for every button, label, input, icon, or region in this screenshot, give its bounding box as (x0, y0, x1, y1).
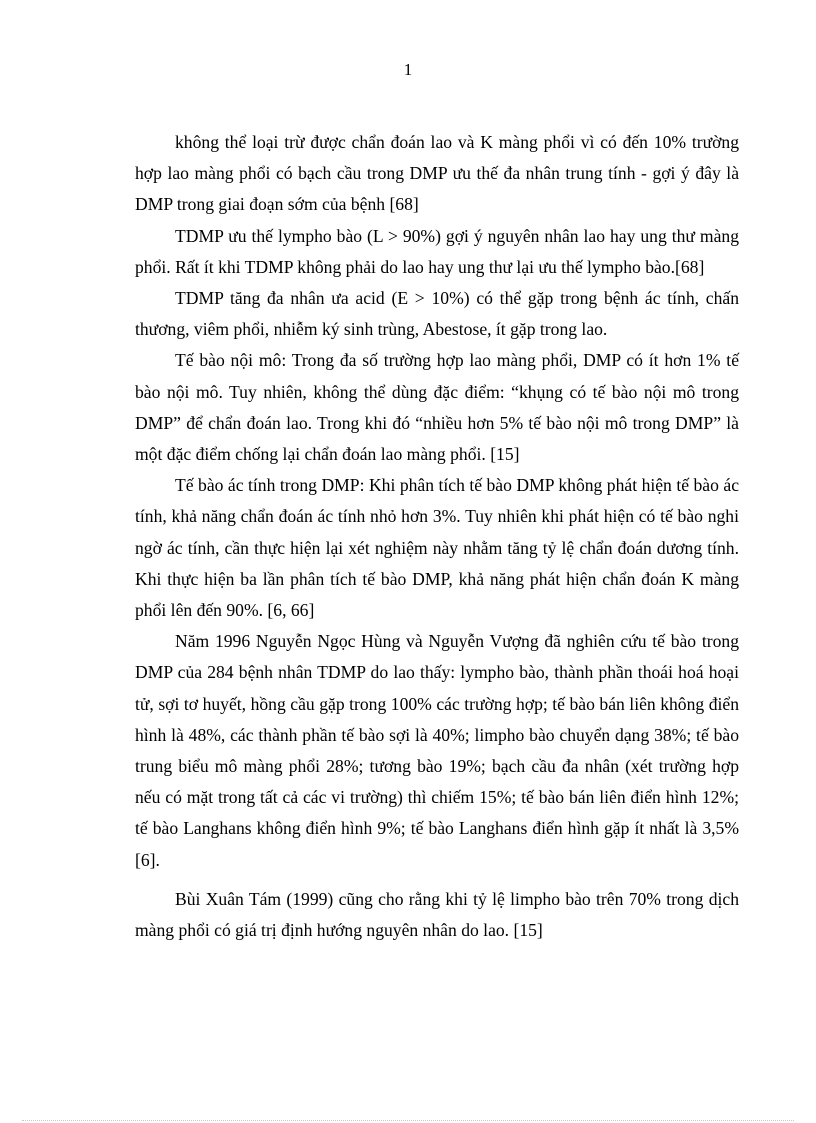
paragraph: TDMP ưu thế lympho bào (L > 90%) gợi ý nguyên nhân lao hay ung thư màng phổi. Rất ít khi TDMP không phải do lao hay ung thư lại ưu thế lympho bào.[68] (135, 225, 739, 277)
paragraph: Tế bào nội mô: Trong đa số trường hợp lao màng phổi, DMP có ít hơn 1% tế bào nội mô. Tuy nhiên, không thể dùng đặc điểm: “khụng có tế bào nội mô trong DMP” để chẩn đoán lao. Trong khi đó “nhiều hơn 5% tế bào nội mô trong DMP” là một đặc điểm chống lại chẩn đoán lao màng phổi. [15] (135, 350, 739, 465)
page-bottom-divider (22, 1120, 794, 1121)
document-body (135, 127, 739, 946)
paragraph: TDMP tăng đa nhân ưa acid (E > 10%) có thể gặp trong bệnh ác tính, chấn thương, viêm phổi, nhiễm ký sinh trùng, Abestose, ít gặp trong lao. (135, 288, 739, 340)
paragraph: Năm 1996 Nguyễn Ngọc Hùng và Nguyễn Vượng đã nghiên cứu tế bào trong DMP của 284 bệnh nhân TDMP do lao thấy: lympho bào, thành phần thoái hoá hoại tử, sợi tơ huyết, hồng cầu gặp trong 100% các trường hợp; tế bào bán liên không điển hình là 48%, các thành phần tế bào sợi là 40%; limpho bào chuyển dạng 38%; tế bào trung biểu mô màng phổi 28%; tương bào 19%; bạch cầu đa nhân (xét trường hợp nếu có mặt trong tất cả các vi trường) thì chiếm 15%; tế bào bán liên điển hình 12%; tế bào Langhans không điển hình 9%; tế bào Langhans điển hình gặp ít nhất là 3,5% [6]. (135, 631, 739, 870)
paragraph: Tế bào ác tính trong DMP: Khi phân tích tế bào DMP không phát hiện tế bào ác tính, khả năng chẩn đoán ác tính nhỏ hơn 3%. Tuy nhiên khi phát hiện có tế bào nghi ngờ ác tính, cần thực hiện lại xét nghiệm này nhằm tăng tỷ lệ chẩn đoán dương tính. Khi thực hiện ba lần phân tích tế bào DMP, khả năng phát hiện chẩn đoán K màng phổi lên đến 90%. [6, 66] (135, 475, 739, 621)
page-number: 1 (403, 60, 413, 79)
paragraph: không thể loại trừ được chẩn đoán lao và K màng phổi vì có đến 10% trường hợp lao màng phổi có bạch cầu trong DMP ưu thế đa nhân trung tính - gợi ý đây là DMP trong giai đoạn sớm của bệnh [68] (135, 132, 739, 215)
paragraph: Bùi Xuân Tám (1999) cũng cho rằng khi tỷ lệ limpho bào trên 70% trong dịch màng phổi có giá trị định hướng nguyên nhân do lao. [15] (135, 888, 739, 941)
